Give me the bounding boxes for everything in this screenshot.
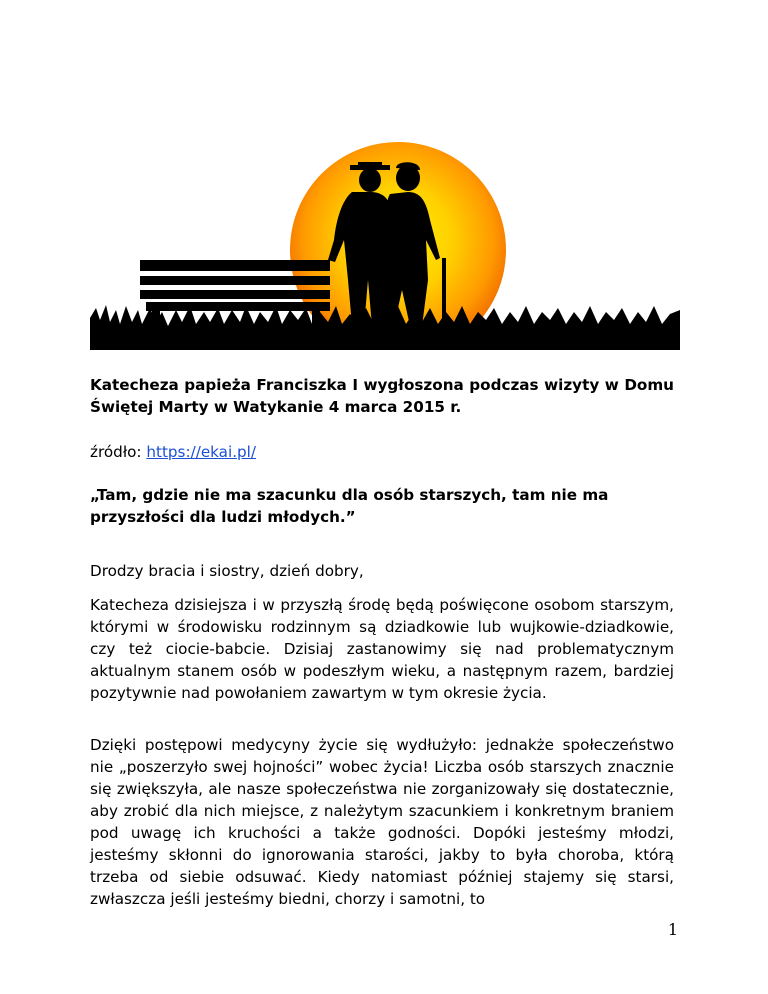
source-link[interactable]: https://ekai.pl/ [146,443,257,461]
source-line [90,441,674,463]
paragraph-2: Dzięki postępowi medycyny życie się wydłużyło: jednakże społeczeństwo nie „poszerzyło swej hojności” wobec życia! Liczba osób starszych znacznie się zwiększyła, ale nasze społeczeństwa nie zorganizowały się dostatecznie, aby zrobić dla nich miejsce, z należytym szacunkiem i konkretnym braniem pod uwagę ich kruchości a także godności. Dopóki jesteśmy młodzi, jesteśmy skłonni do ignorowania starości, jakby to była choroba, którą trzeba od siebie odsuwać. Kiedy natomiast później stajemy się starsi, zwłaszcza jeśli jesteśmy biedni, chorzy i samotni, to [90,736,674,908]
greeting: Drodzy bracia i siostry, dzień dobry, [90,562,364,580]
source-label: źródło: [90,443,142,461]
pull-quote: „Tam, gdzie nie ma szacunku dla osób starszych, tam nie ma przyszłości dla ludzi młodych.” [90,486,609,526]
paragraph-1: Katecheza dzisiejsza i w przyszłą środę będą poświęcone osobom starszym, którymi w środowisku rodzinnym są dziadkowie lub wujkowie-dziadkowie, czy też ciocie-babcie. Dzisiaj zastanowimy się nad problematycznym aktualnym stanem osób w podeszłym wieku, a następnym razem, bardziej pozytywnie nad powołaniem zawartym w tym okresie życia. [90,596,674,702]
document-heading: Katecheza papieża Franciszka I wygłoszona podczas wizyty w Domu Świętej Marty w Watykanie 4 marca 2015 r. [90,376,674,416]
elderly-couple-sunset-illustration [90,140,680,350]
page-number: 1 [667,920,678,939]
